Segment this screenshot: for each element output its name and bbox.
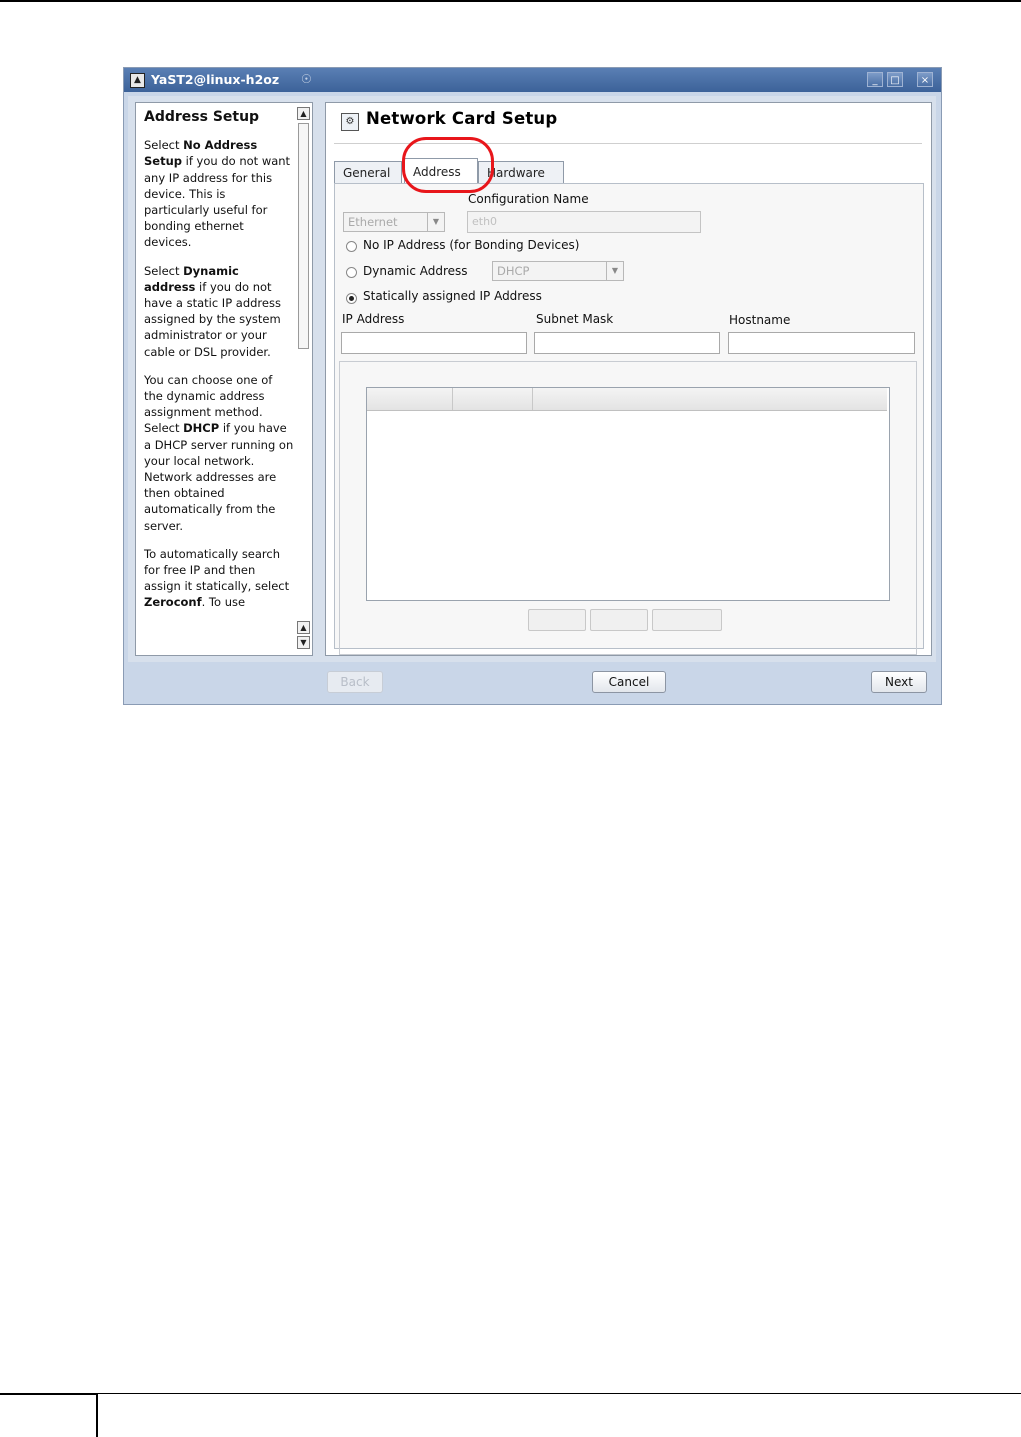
network-card-icon: ⚙ bbox=[341, 113, 359, 131]
footer-page-box bbox=[0, 1393, 98, 1437]
yast-window bbox=[123, 67, 942, 705]
subnet-mask-label: Subnet Mask bbox=[536, 312, 614, 326]
dynamic-mode-select[interactable] bbox=[492, 261, 624, 281]
hostname-input[interactable] bbox=[728, 332, 915, 354]
radio-static[interactable] bbox=[346, 293, 357, 304]
close-icon[interactable]: × bbox=[917, 72, 933, 87]
config-name-field[interactable]: eth0 bbox=[467, 211, 701, 233]
footer-rule bbox=[0, 1393, 1021, 1394]
help-text bbox=[144, 109, 294, 623]
delete-button[interactable] bbox=[652, 609, 722, 631]
device-type-select[interactable] bbox=[343, 212, 445, 232]
back-button[interactable]: Back bbox=[327, 671, 383, 693]
radio-static-label: Statically assigned IP Address bbox=[363, 289, 542, 303]
config-name-label: Configuration Name bbox=[468, 192, 589, 206]
page-top-rule bbox=[0, 0, 1021, 2]
dynamic-mode-value: DHCP bbox=[497, 264, 530, 278]
help-paragraph: Select Dynamic address if you do not have a static IP address assigned by the system administrator or your cable or DSL provider. bbox=[144, 263, 281, 359]
ip-address-label: IP Address bbox=[342, 312, 405, 326]
chevron-down-icon: ▼ bbox=[606, 262, 623, 280]
help-paragraph: Select No Address Setup if you do not want any IP address for this device. This is particularly useful for bonding ethernet devices. bbox=[144, 138, 291, 250]
scroll-up-icon[interactable]: ▲ bbox=[297, 621, 310, 634]
chevron-down-icon: ▼ bbox=[427, 213, 444, 231]
tab-hardware[interactable]: Hardware bbox=[478, 161, 564, 183]
radio-dynamic[interactable] bbox=[346, 267, 357, 278]
radio-no-address-label: No IP Address (for Bonding Devices) bbox=[363, 238, 580, 252]
scroll-up-icon[interactable]: ▲ bbox=[297, 107, 310, 120]
pin-icon[interactable]: ☉ bbox=[301, 72, 312, 86]
help-paragraph: To automatically search for free IP and then assign it statically, select Zeroconf. To use bbox=[144, 546, 290, 610]
page-title: Network Card Setup bbox=[366, 109, 558, 128]
window-titlebar[interactable] bbox=[124, 68, 941, 92]
app-icon[interactable]: ▲ bbox=[130, 73, 145, 88]
maximize-icon[interactable]: □ bbox=[887, 72, 903, 87]
ip-address-input[interactable] bbox=[341, 332, 527, 354]
add-button[interactable] bbox=[528, 609, 586, 631]
table-column-header[interactable] bbox=[533, 388, 889, 410]
help-heading: Address Setup bbox=[144, 109, 260, 125]
tab-general[interactable]: General bbox=[334, 161, 402, 183]
tab-address[interactable]: Address bbox=[404, 158, 478, 184]
window-title: YaST2@linux-h2oz bbox=[151, 72, 280, 87]
subnet-mask-input[interactable] bbox=[534, 332, 720, 354]
radio-dynamic-label: Dynamic Address bbox=[363, 264, 468, 278]
edit-button[interactable] bbox=[590, 609, 648, 631]
radio-no-address[interactable] bbox=[346, 241, 357, 252]
table-column-header[interactable] bbox=[367, 388, 453, 410]
address-tab-highlight bbox=[402, 137, 494, 193]
help-scrollbar[interactable] bbox=[297, 107, 310, 651]
scroll-thumb[interactable] bbox=[298, 123, 309, 349]
scroll-down-icon[interactable]: ▼ bbox=[297, 636, 310, 649]
minimize-icon[interactable]: _ bbox=[867, 72, 883, 87]
next-button[interactable]: Next bbox=[871, 671, 927, 693]
cancel-button[interactable]: Cancel bbox=[592, 671, 666, 693]
additional-addresses-table[interactable] bbox=[366, 387, 890, 601]
device-type-value: Ethernet bbox=[348, 215, 398, 229]
help-paragraph: You can choose one of the dynamic address assignment method. Select DHCP if you have a DHCP server running on your local network. Network addresses are then obtained automatically from the server. bbox=[144, 372, 294, 533]
hostname-label: Hostname bbox=[729, 313, 791, 327]
help-pane bbox=[135, 102, 313, 656]
table-header bbox=[367, 388, 887, 411]
table-column-header[interactable] bbox=[453, 388, 533, 410]
